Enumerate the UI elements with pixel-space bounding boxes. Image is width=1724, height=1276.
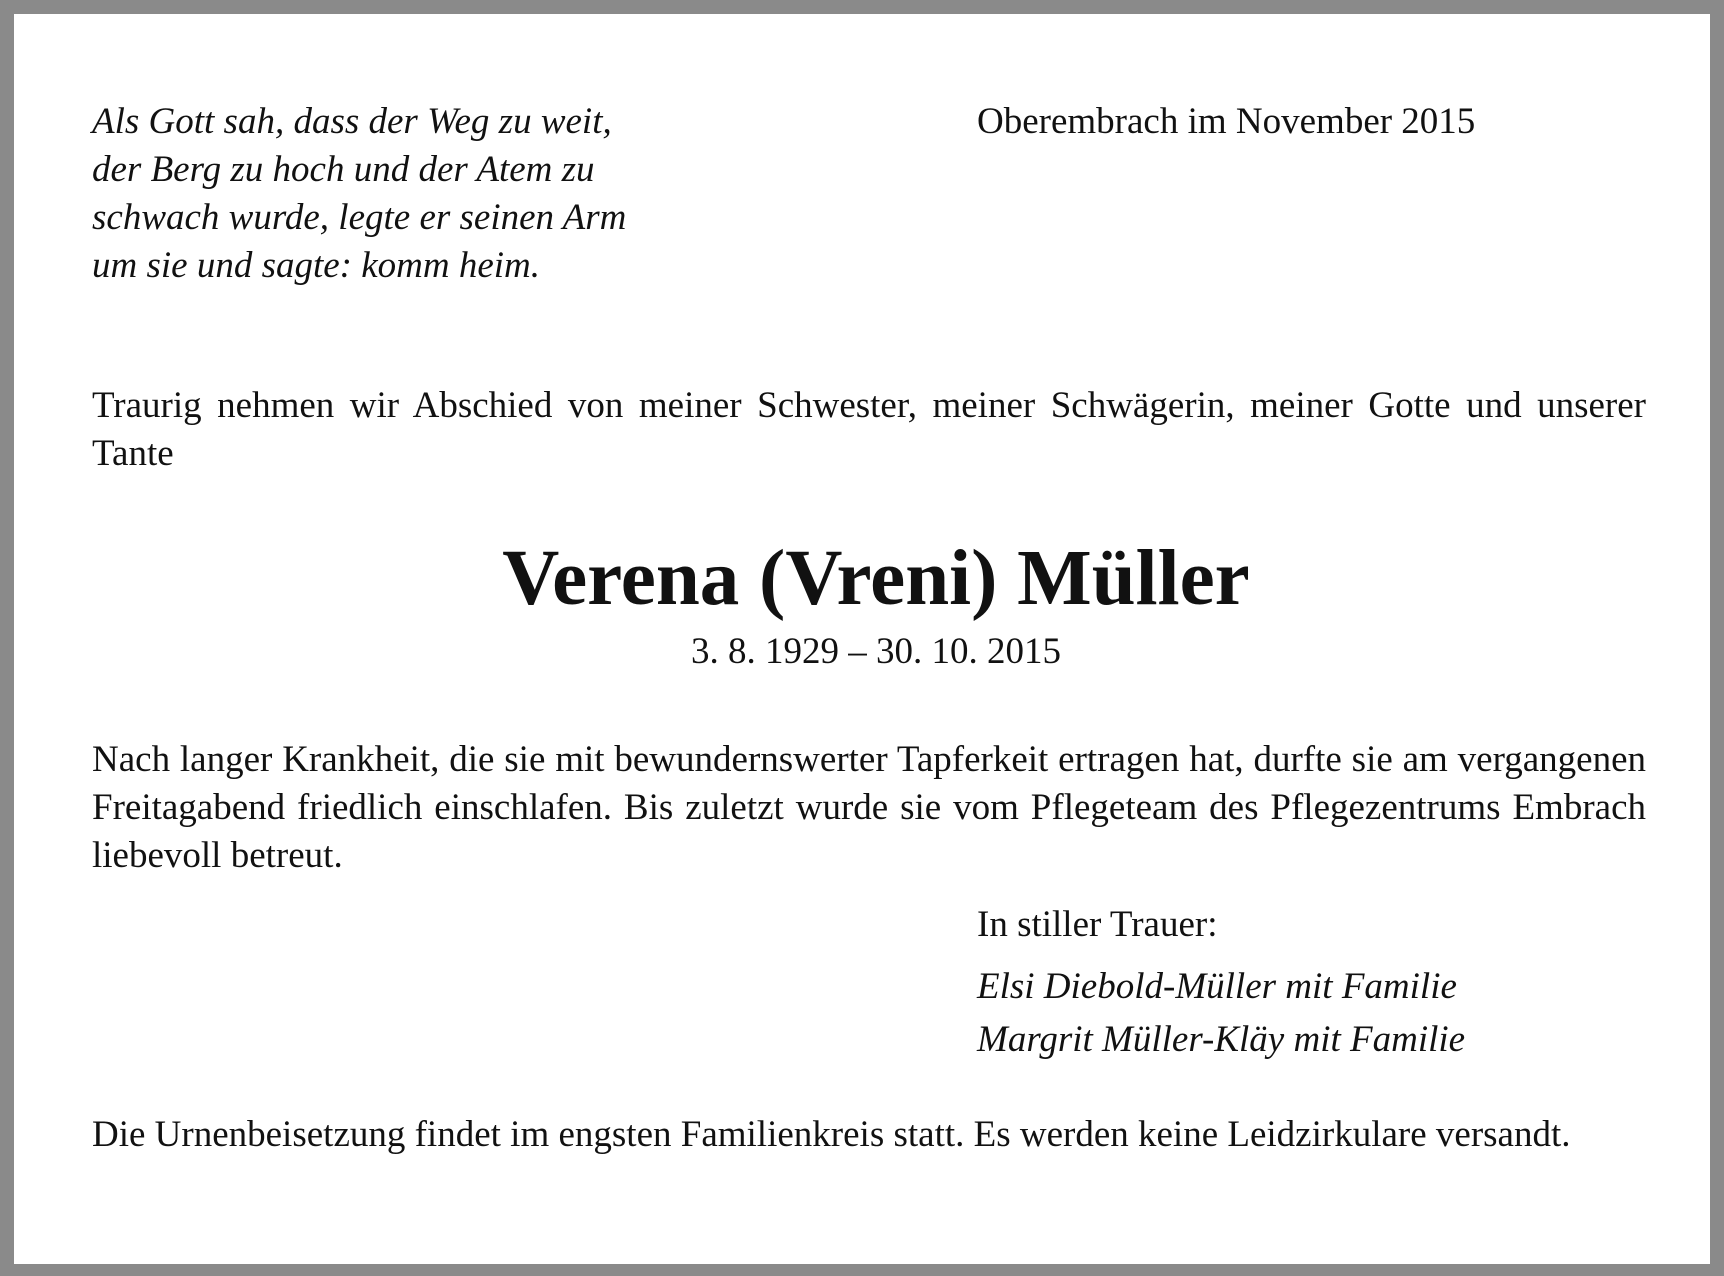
motto-verse: Als Gott sah, dass der Weg zu weit, der Berg zu hoch und der Atem zu schwach wurde, legte er seinen Arm um sie und sagte: komm heim. (92, 101, 627, 286)
body-paragraph: Nach langer Krankheit, die sie mit bewundernswerter Tapferkeit ertragen hat, durfte sie am vergangenen Freitagabend friedlich einschlafen. Bis zuletzt wurde sie vom Pflegeteam des Pflegezentrums Embrach liebevoll betreut. (92, 739, 1646, 876)
closing-paragraph: Die Urnenbeisetzung findet im engsten Familienkreis statt. Es werden keine Leidzirkulare versandt. (92, 1114, 1571, 1155)
place-date: Oberembrach im November 2015 (977, 101, 1476, 142)
mourner-item: Elsi Diebold-Müller mit Familie (977, 966, 1457, 1007)
intro-paragraph: Traurig nehmen wir Abschied von meiner Schwester, meiner Schwägerin, meiner Gotte und unserer Tante (92, 385, 1646, 474)
mourner-item: Margrit Müller-Kläy mit Familie (977, 1019, 1466, 1060)
obituary-page (14, 14, 1710, 1264)
life-dates: 3. 8. 1929 – 30. 10. 2015 (691, 631, 1061, 672)
mourners-list (977, 960, 1465, 1066)
mourning-label: In stiller Trauer: (977, 904, 1218, 945)
deceased-name: Verena (Vreni) Müller (502, 535, 1250, 622)
